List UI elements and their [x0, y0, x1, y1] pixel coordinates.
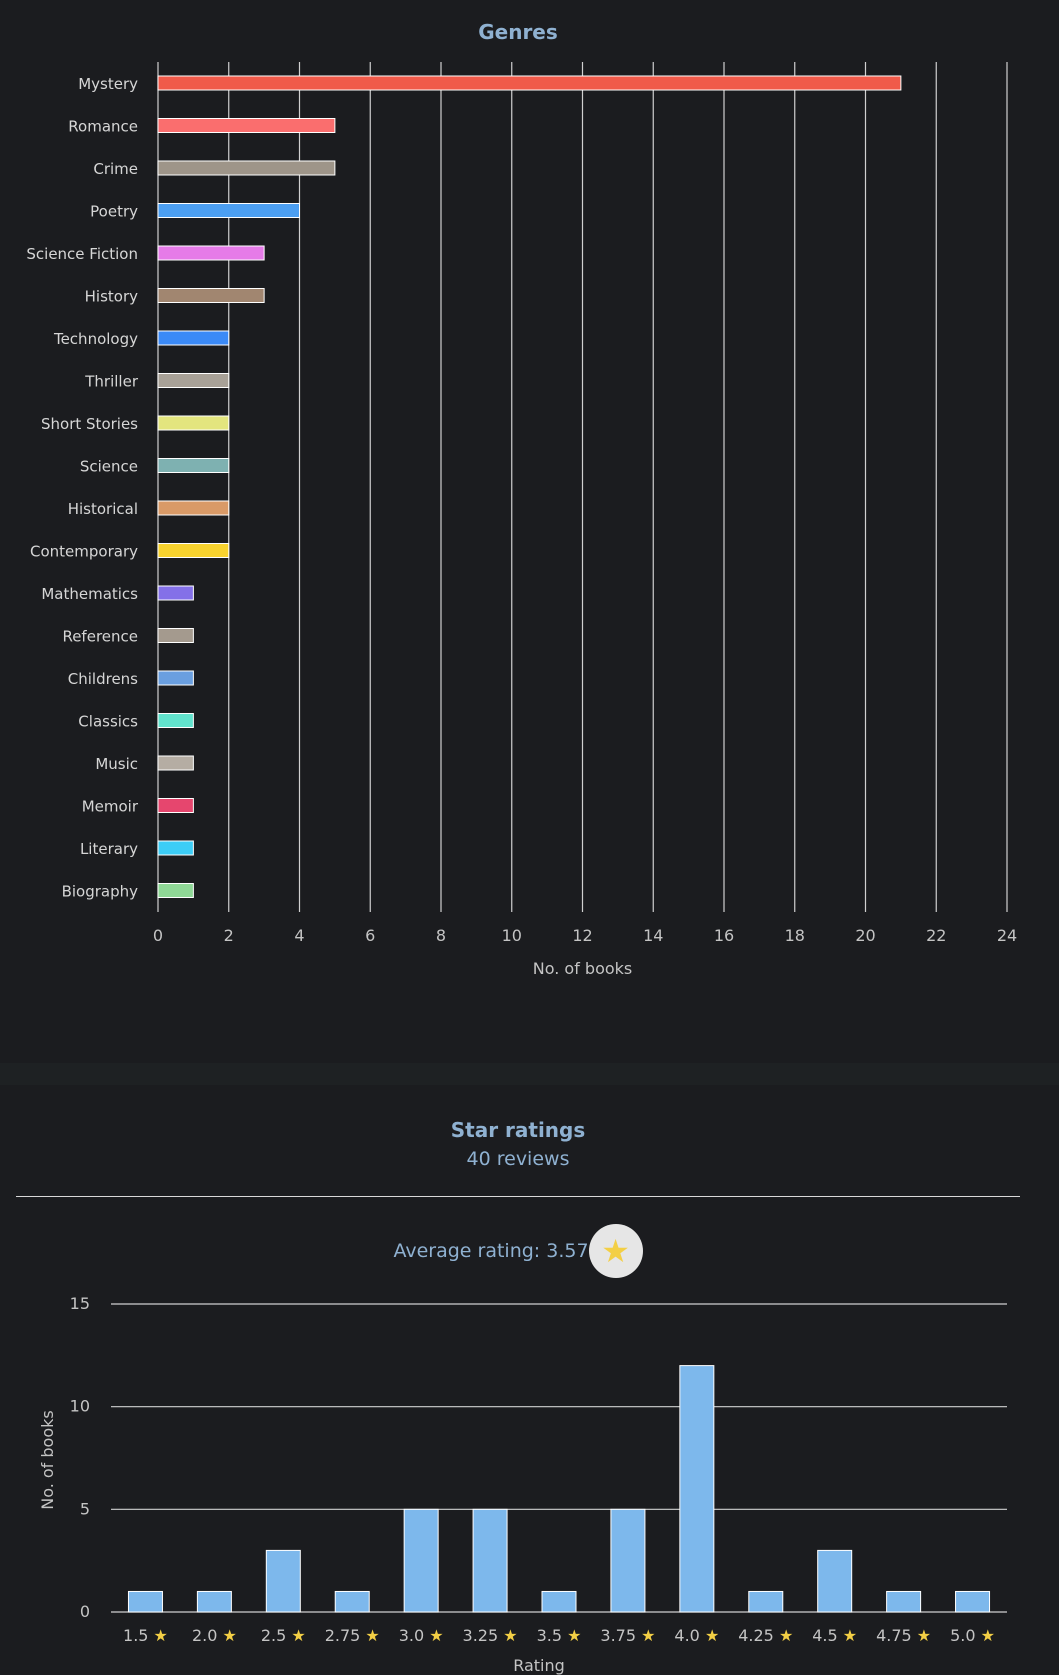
x-tick-label: 12 [572, 926, 593, 945]
x-tick-label: 18 [784, 926, 805, 945]
section-divider [0, 1063, 1059, 1085]
bar [158, 246, 264, 260]
bar [158, 331, 229, 345]
x-tick-label: 2.0 ★ [191, 1626, 237, 1645]
x-tick-label: 3.25 ★ [462, 1626, 518, 1645]
bar [128, 1591, 162, 1612]
bar [887, 1591, 921, 1612]
average-rating-row [0, 1224, 1036, 1278]
x-tick-label: 4.75 ★ [876, 1626, 932, 1645]
y-tick-label: Classics [78, 712, 138, 731]
x-tick-label: 2 [223, 926, 234, 945]
bar [158, 671, 193, 685]
bar [158, 204, 300, 218]
y-tick-label: Thriller [85, 372, 138, 391]
bar [956, 1591, 990, 1612]
x-tick-label: 24 [996, 926, 1018, 945]
y-tick-label: Technology [53, 330, 138, 348]
x-tick-label: 4.0 ★ [674, 1626, 720, 1645]
bar [158, 289, 264, 303]
x-tick-label: 4.25 ★ [738, 1626, 794, 1645]
y-tick-label: Historical [67, 500, 138, 518]
bar [158, 459, 229, 473]
y-tick-label: Mathematics [41, 585, 138, 603]
x-tick-label: 1.5 ★ [123, 1626, 168, 1645]
y-tick-label: Science Fiction [26, 245, 138, 263]
bar [158, 416, 229, 430]
ratings-chart-title: Star ratings [450, 1118, 586, 1142]
bar [611, 1509, 645, 1612]
x-tick-label: 16 [713, 926, 735, 945]
bar [335, 1591, 369, 1612]
y-tick-label: Contemporary [30, 542, 138, 561]
bar [749, 1591, 783, 1612]
y-tick-label: Memoir [81, 797, 138, 816]
x-tick-label: 8 [435, 926, 447, 945]
x-axis-label: No. of books [532, 959, 633, 978]
bar [158, 119, 335, 133]
x-tick-label: 14 [643, 926, 664, 945]
y-tick-label: Poetry [90, 202, 138, 221]
bar [404, 1509, 438, 1612]
ratings-separator [16, 1196, 1020, 1197]
x-tick-label: 2.5 ★ [260, 1626, 306, 1645]
y-tick-label: 5 [79, 1499, 90, 1519]
y-tick-label: Science [79, 457, 138, 476]
bar [818, 1550, 852, 1612]
x-tick-label: 4 [294, 926, 305, 945]
x-axis-label: Rating [513, 1656, 565, 1675]
y-tick-label: History [84, 287, 138, 306]
y-tick-label: Romance [68, 117, 138, 136]
x-tick-label: 2.75 ★ [324, 1626, 380, 1645]
bar [158, 374, 229, 388]
x-tick-label: 4.5 ★ [812, 1626, 858, 1645]
y-tick-label: Childrens [67, 670, 138, 688]
x-tick-label: 3.5 ★ [536, 1626, 582, 1645]
bar [158, 161, 335, 175]
bar [158, 586, 193, 600]
x-tick-label: 5.0 ★ [950, 1626, 995, 1645]
y-tick-label: Literary [79, 840, 138, 858]
bar [158, 544, 229, 558]
star-icon: ★ [589, 1224, 643, 1278]
y-tick-label: Short Stories [41, 415, 138, 433]
bar [266, 1550, 300, 1612]
bar [473, 1509, 507, 1612]
y-tick-label: 10 [69, 1396, 90, 1416]
bar [158, 799, 193, 813]
y-tick-label: Biography [61, 882, 138, 901]
y-axis-label: No. of books [38, 1410, 57, 1510]
y-tick-label: Crime [93, 160, 138, 178]
y-tick-label: 15 [69, 1294, 90, 1313]
bar [158, 501, 229, 515]
y-tick-label: Reference [62, 627, 138, 646]
x-tick-label: 22 [926, 926, 947, 945]
x-tick-label: 6 [365, 926, 376, 945]
bar [680, 1366, 714, 1612]
average-rating-label: Average rating: 3.57 [393, 1240, 589, 1262]
y-tick-label: Mystery [78, 75, 138, 93]
bar [158, 714, 193, 728]
bar [542, 1591, 576, 1612]
genres-chart-title: Genres [478, 20, 558, 44]
bar [158, 629, 193, 643]
x-tick-label: 20 [855, 926, 876, 945]
y-tick-label: 0 [79, 1602, 90, 1621]
ratings-chart-subtitle: 40 reviews [466, 1148, 570, 1170]
bar [158, 76, 901, 90]
x-tick-label: 10 [501, 926, 522, 945]
x-tick-label: 3.75 ★ [600, 1626, 656, 1645]
bar [158, 756, 193, 770]
bar [158, 841, 193, 855]
bar [158, 884, 193, 898]
bar [197, 1591, 231, 1612]
x-tick-label: 3.0 ★ [398, 1626, 444, 1645]
x-tick-label: 0 [152, 926, 164, 945]
y-tick-label: Music [95, 755, 138, 773]
